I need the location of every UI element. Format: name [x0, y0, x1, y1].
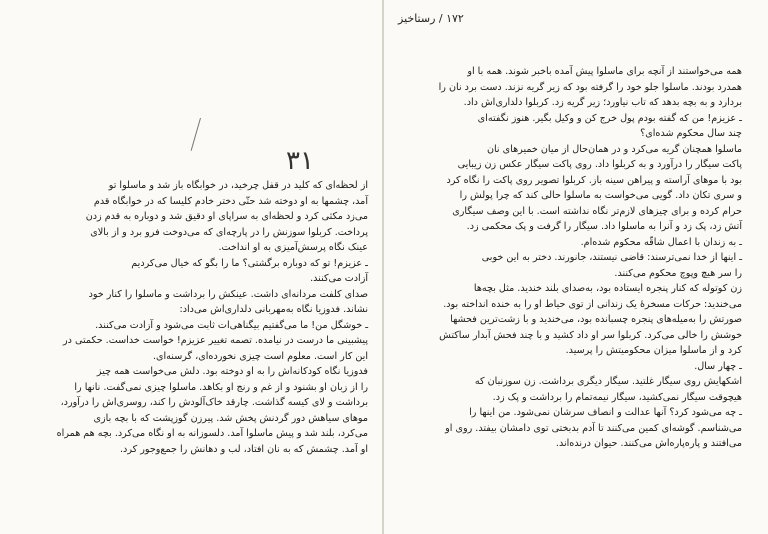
text-line: از لحظه‌ای که کلید در قفل چرخید، در خوابگاه باز شد و ماسلوا تو [108, 180, 368, 191]
text-line: می‌کرد، بلند شد و پیش ماسلوا آمد. دلسوزانه به او نگاه می‌کرد. بچه هم همراه [56, 428, 368, 439]
text-line: پیشبینی ما درست در نیامده. تصمه تغییر عزیزم! خواست خداست. حکمتی در [63, 335, 368, 346]
pen-mark [191, 118, 201, 151]
text-line: کرد و از ماسلوا میزان محکومیتش را پرسید. [565, 345, 742, 356]
text-line: می‌شناسم. گوشه‌ای کمین می‌کنند تا آدم بدبختی توی دامشان بیفتد. روی او [445, 422, 742, 434]
left-page-text [30, 178, 368, 457]
text-line: و سری تکان داد. گویی می‌خواست به ماسلوا حالی کند که چرا پولش را [459, 190, 742, 201]
text-line: ـ به زندان با اعمال شاقّه محکوم شده‌ام. [580, 236, 742, 248]
text-line: خوشش را خالی می‌کرد. کربلوا سر او داد کشید و با چند فحش آبدار ساکتش [439, 329, 742, 341]
text-line: صورتش را به‌میله‌های پنجره چسبانده بود، می‌خندید و با زشت‌ترین فحشها [450, 314, 742, 325]
text-line: هیچوقت سیگار نمی‌کشید، سیگار نیمه‌تمام را برداشت و پک زد. [492, 391, 742, 403]
text-line: نشاند. فدوزیا نگاه به‌مهربانی دلداری‌اش می‌داد: [179, 304, 368, 315]
text-line: حرام کرده و برای چیزهای لازم‌تر نگاه نداشته است. با این وصف سیگاری [452, 205, 742, 217]
text-line: همدرد بودند. ماسلوا جلو خود را گرفته بود که زیر گریه نزند. دست برد نان را [438, 81, 742, 93]
text-line: بود با موهای آراسته و پیراهن سینه باز. کربلوا تصویر روی پاکت را نگاه کرد [446, 174, 742, 186]
text-line: می‌زد مکثی کرد و لحظه‌ای به سراپای او دقیق شد و دوباره به قدم زدن [85, 211, 368, 222]
text-line: ـ خوشگل من! ما می‌گفتیم بیگناهی‌ات ثابت می‌شود و آزادت می‌کنند. [95, 319, 368, 331]
text-line: این کار است. معلوم است چیزی نخورده‌ای، گرسنه‌ای. [152, 350, 368, 362]
text-line: می‌افتند و پاره‌پاره‌اش می‌کنند. حیوان درنده‌اند. [555, 438, 742, 449]
text-line: زن کوتوله که کنار پنجره ایستاده بود، به‌صدای بلند خندید. مثل بچه‌ها [473, 283, 742, 294]
text-line: موهای سیاهش دور گردنش پخش شد. پیرزن گوزپشت که با بچه بازی [93, 412, 368, 424]
text-line: ـ چه می‌شود کرد؟ آنها عدالت و انصاف سرشان نمی‌شود. من اینها را [469, 407, 742, 418]
left-page [0, 0, 382, 534]
running-head: ۱۷۲ / رستاخیز [398, 12, 464, 25]
text-line: پاکت سیگار را درآورد و به کربلوا داد. روی پاکت سیگار عکس زن زیبایی [457, 159, 742, 170]
chapter-number: ۳۱ [286, 146, 314, 176]
text-line: ـ عزیزم! تو که دوباره برگشتی؟ ما را بگو که خیال می‌کردیم [131, 257, 368, 269]
text-line: او آمد. چشمش که به نان افتاد، لب و دهانش را جمع‌وجور کرد. [120, 443, 368, 455]
text-line: بردارد و به بچه بدهد که تاب نیاورد؛ زیر گریه زد. کربلوا دلداری‌اش داد. [463, 97, 742, 108]
text-line: آتش زد، پک زد و آنرا به ماسلوا داد. سیگار را گرفت و پک محکمی زد. [466, 221, 742, 232]
text-line: چند سال محکوم شده‌ای؟ [640, 128, 742, 139]
text-line: ـ عزیزم! من که گفته بودم پول خرج کن و وکیل بگیر. هنوز نگفته‌ای [477, 112, 742, 124]
text-line: می‌خندید: حرکات مسخرهٔ یک زندانی از توی حیاط او را به خنده انداخته بود. [443, 298, 742, 310]
right-page-text [414, 64, 742, 452]
text-line: را از زبان او بشنود و از غم و رنج او بکاهد. ماسلوا چیزی نمی‌گفت. نانها را [74, 381, 368, 393]
text-line: ماسلوا همچنان گریه می‌کرد و در همان‌حال از میان خمیرهای نان [486, 143, 742, 155]
text-line: برداشت و لای کیسه گذاشت. چارقد خاک‌آلودش را کند، روسری‌اش را درآورد، [60, 397, 368, 408]
text-line: را سر هیچ وپوچ محکوم می‌کنند. [614, 267, 742, 279]
text-line: آزادت می‌کنند. [310, 273, 368, 284]
text-line: ـ چهار سال. [694, 360, 742, 372]
text-line: ـ اینها از خدا نمی‌ترسند: قاضی نیستند، جانورند. دختر به این خوبی [481, 252, 742, 263]
text-line: همه می‌خواستند از آنچه برای ماسلوا پیش آمده باخبر شوند. همه با او [467, 66, 742, 77]
text-line: اشکهایش روی سیگار غلتید. سیگار دیگری برداشت. زن سوزنبان که [474, 376, 742, 387]
text-line: صدای کلفت مردانه‌ای داشت. عینکش را برداشت و ماسلوا را کنار خود [88, 288, 368, 300]
text-line: فدوزیا نگاه کودکانه‌اش را به او دوخته بود. دلش می‌خواست همه چیز [96, 366, 368, 377]
text-line: پرداخت. کربلوا سوزنش را در پارچه‌ای که می‌دوخت فرو برد و از بالای [90, 226, 368, 238]
text-line: عینک نگاه پرسش‌آمیزی به او انداخت. [218, 242, 368, 253]
text-line: آمد، چشمها به او دوخته شد حتّی دختر خادم کلیسا که در خوابگاه قدم [93, 195, 368, 207]
